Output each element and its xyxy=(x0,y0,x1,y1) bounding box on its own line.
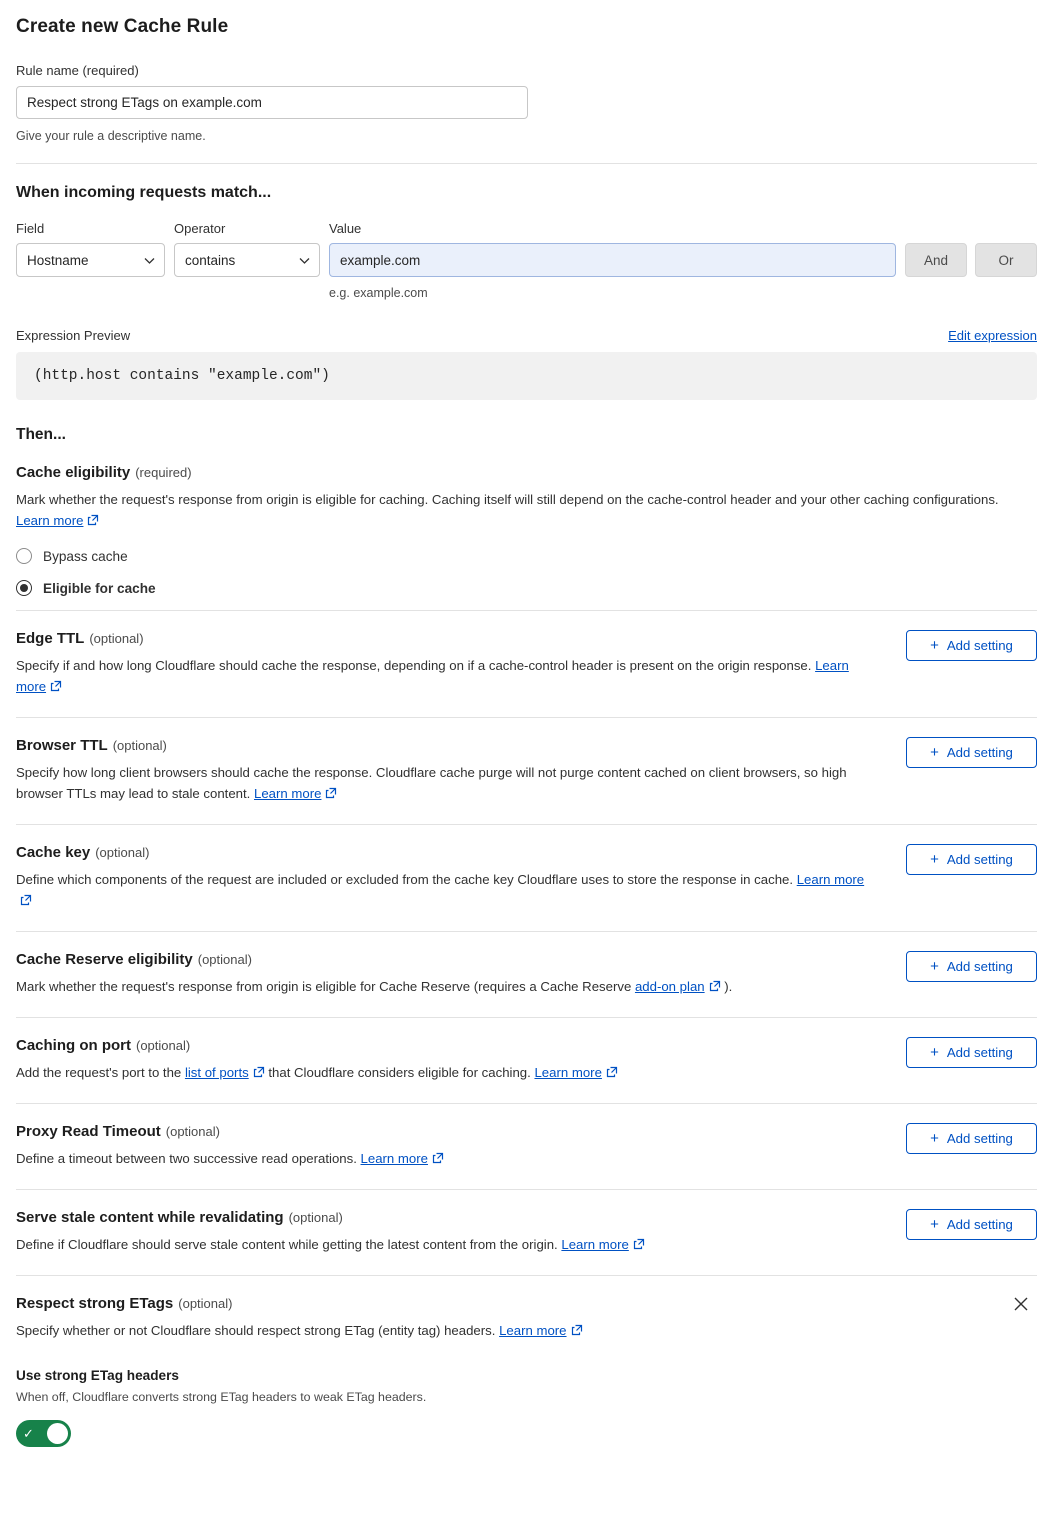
setting-optional-tag: (optional) xyxy=(288,1210,343,1225)
add-setting-label: Add setting xyxy=(946,1131,1013,1146)
setting-cache-reserve-eligibility xyxy=(16,931,1037,1017)
external-link-icon xyxy=(50,677,62,698)
match-row xyxy=(16,220,1037,300)
setting-description xyxy=(16,1148,877,1170)
toggle-knob xyxy=(47,1423,68,1444)
use-strong-etag-headers-toggle[interactable] xyxy=(16,1420,71,1447)
chevron-down-icon xyxy=(299,253,310,268)
external-link-icon xyxy=(20,891,32,912)
operator-select[interactable] xyxy=(174,243,320,277)
radio-icon-bypass[interactable] xyxy=(16,548,32,564)
setting-title xyxy=(16,1123,877,1140)
or-button[interactable]: Or xyxy=(975,243,1037,277)
add-setting-label: Add setting xyxy=(946,638,1013,653)
etags-description-text: Specify whether or not Cloudflare should respect strong ETag (entity tag) headers. xyxy=(16,1323,500,1338)
etags-title xyxy=(16,1295,1037,1312)
add-setting-button[interactable] xyxy=(906,1037,1037,1068)
external-link-icon xyxy=(253,1063,265,1084)
radio-label-bypass: Bypass cache xyxy=(43,548,128,564)
setting-description xyxy=(16,1062,877,1084)
learn-more-link[interactable]: Learn more xyxy=(499,1323,567,1338)
setting-description-text: Mark whether the request's response from origin is eligible for Cache Reserve (requires a Cache Reserve xyxy=(16,979,635,994)
field-column xyxy=(16,220,165,277)
add-setting-button[interactable] xyxy=(906,737,1037,768)
setting-optional-tag: (optional) xyxy=(136,1038,191,1053)
add-setting-label: Add setting xyxy=(946,852,1013,867)
add-setting-label: Add setting xyxy=(946,745,1013,760)
cache-eligibility-title xyxy=(16,464,1037,481)
add-setting-button[interactable] xyxy=(906,951,1037,982)
setting-optional-tag: (optional) xyxy=(197,952,252,967)
setting-description xyxy=(16,1234,877,1256)
operator-label: Operator xyxy=(174,221,226,236)
external-link-icon xyxy=(606,1063,618,1084)
setting-optional-tag: (optional) xyxy=(89,631,144,646)
setting-title-text: Cache key xyxy=(16,844,91,861)
learn-more-link[interactable]: Learn more xyxy=(796,872,865,887)
cache-eligibility-description-text: Mark whether the request's response from origin is eligible for caching. Caching itself will still depend on the cache-control header and your other caching configurations. xyxy=(16,492,999,507)
setting-description xyxy=(16,762,877,805)
plus-icon: + xyxy=(930,957,939,975)
value-column xyxy=(329,220,896,300)
logic-buttons xyxy=(905,220,1037,277)
cache-eligibility-learn-more-link[interactable]: Learn more xyxy=(16,513,84,528)
field-select-value: Hostname xyxy=(27,252,89,268)
cache-eligibility-required-tag: (required) xyxy=(135,465,192,480)
setting-cache-key xyxy=(16,824,1037,931)
setting-serve-stale-content xyxy=(16,1189,1037,1275)
plus-icon: + xyxy=(930,850,939,868)
cache-eligibility-section xyxy=(16,464,1037,596)
etags-toggle-title: Use strong ETag headers xyxy=(16,1368,179,1383)
learn-more-link[interactable]: Learn more xyxy=(16,658,849,694)
setting-title xyxy=(16,630,877,647)
edit-expression-link[interactable]: Edit expression xyxy=(948,328,1037,343)
learn-more-link[interactable]: Learn more xyxy=(253,786,322,801)
setting-title-text: Edge TTL xyxy=(16,630,85,647)
value-input[interactable] xyxy=(329,243,896,277)
setting-description-text: Define which components of the request are included or excluded from the cache key Cloudflare uses to store the response in cache. xyxy=(16,872,797,887)
operator-column xyxy=(174,220,320,277)
external-link-icon xyxy=(709,977,721,998)
setting-description-text: Define if Cloudflare should serve stale content while getting the latest content from the origin. xyxy=(16,1237,562,1252)
setting-title xyxy=(16,1037,877,1054)
etags-description xyxy=(16,1320,1026,1342)
then-title: Then... xyxy=(16,426,66,443)
external-link-icon xyxy=(633,1235,645,1256)
value-hint: e.g. example.com xyxy=(329,286,428,300)
expression-header xyxy=(16,328,1037,343)
rule-name-input[interactable] xyxy=(16,86,528,119)
learn-more-link[interactable]: Learn more xyxy=(561,1237,629,1252)
divider-top xyxy=(16,163,1037,164)
add-setting-button[interactable] xyxy=(906,630,1037,661)
field-select[interactable] xyxy=(16,243,165,277)
setting-edge-ttl xyxy=(16,610,1037,717)
rule-name-help: Give your rule a descriptive name. xyxy=(16,129,206,143)
setting-description xyxy=(16,655,877,698)
setting-description-text: Specify how long client browsers should cache the response. Cloudflare cache purge will not purge content cached on client browsers, so high browser TTLs may lead to stale content. xyxy=(16,765,847,801)
setting-description xyxy=(16,976,877,998)
add-setting-label: Add setting xyxy=(946,1045,1013,1060)
setting-description-text: Specify if and how long Cloudflare should cache the response, depending on if a cache-control header is present on the origin response. xyxy=(16,658,816,673)
radio-eligible-for-cache[interactable] xyxy=(16,580,1037,596)
external-link-icon xyxy=(87,511,99,532)
external-link-icon xyxy=(432,1149,444,1170)
setting-title xyxy=(16,1209,877,1226)
radio-bypass-cache[interactable] xyxy=(16,548,1037,564)
external-link-icon xyxy=(325,784,337,805)
setting-description-text: Add the request's port to the xyxy=(16,1065,185,1080)
page-title: Create new Cache Rule xyxy=(16,16,229,37)
etags-title-text: Respect strong ETags xyxy=(16,1295,174,1312)
and-button[interactable]: And xyxy=(905,243,967,277)
plus-icon: + xyxy=(930,1129,939,1147)
setting-respect-strong-etags xyxy=(16,1275,1037,1447)
radio-icon-eligible[interactable] xyxy=(16,580,32,596)
add-on-plan-link[interactable]: add-on plan xyxy=(634,979,705,994)
setting-description-suffix: ). xyxy=(720,979,733,994)
cache-eligibility-title-text: Cache eligibility xyxy=(16,464,131,481)
setting-title-text: Caching on port xyxy=(16,1037,131,1054)
operator-select-value: contains xyxy=(185,252,236,268)
setting-title-text: Proxy Read Timeout xyxy=(16,1123,161,1140)
setting-description xyxy=(16,869,877,912)
rule-name-group xyxy=(16,62,1037,145)
setting-title xyxy=(16,737,877,754)
expression-preview-label: Expression Preview xyxy=(16,328,131,343)
match-section-title: When incoming requests match... xyxy=(16,184,272,201)
setting-optional-tag: (optional) xyxy=(95,845,150,860)
close-icon[interactable] xyxy=(1011,1294,1033,1316)
setting-title-text: Browser TTL xyxy=(16,737,108,754)
plus-icon: + xyxy=(930,636,939,654)
plus-icon: + xyxy=(930,1043,939,1061)
chevron-down-icon xyxy=(144,253,155,268)
external-link-icon xyxy=(571,1321,583,1342)
setting-description-suffix: that Cloudflare considers eligible for caching. xyxy=(264,1065,535,1080)
list-of-ports-link[interactable]: list of ports xyxy=(184,1065,249,1080)
field-label: Field xyxy=(16,221,45,236)
add-setting-button[interactable] xyxy=(906,1123,1037,1154)
setting-description-text: Define a timeout between two successive read operations. xyxy=(16,1151,361,1166)
setting-title xyxy=(16,951,877,968)
check-icon: ✓ xyxy=(23,1426,34,1441)
setting-optional-tag: (optional) xyxy=(165,1124,220,1139)
add-setting-button[interactable] xyxy=(906,1209,1037,1240)
learn-more-link[interactable]: Learn more xyxy=(360,1151,428,1166)
learn-more-link[interactable]: Learn more xyxy=(534,1065,602,1080)
add-setting-label: Add setting xyxy=(946,1217,1013,1232)
setting-title-text: Serve stale content while revalidating xyxy=(16,1209,284,1226)
rule-name-label: Rule name (required) xyxy=(16,63,139,78)
cache-eligibility-description xyxy=(16,489,1026,532)
etags-optional-tag: (optional) xyxy=(178,1296,233,1311)
setting-title xyxy=(16,844,877,861)
value-label: Value xyxy=(329,221,362,236)
setting-optional-tag: (optional) xyxy=(112,738,167,753)
setting-proxy-read-timeout xyxy=(16,1103,1037,1189)
etags-toggle-description: When off, Cloudflare converts strong ETag headers to weak ETag headers. xyxy=(16,1390,427,1404)
add-setting-button[interactable] xyxy=(906,844,1037,875)
add-setting-label: Add setting xyxy=(946,959,1013,974)
setting-title-text: Cache Reserve eligibility xyxy=(16,951,193,968)
plus-icon: + xyxy=(930,1215,939,1233)
radio-label-eligible: Eligible for cache xyxy=(43,580,156,596)
setting-caching-on-port xyxy=(16,1017,1037,1103)
plus-icon: + xyxy=(930,743,939,761)
setting-browser-ttl xyxy=(16,717,1037,824)
expression-preview-text: (http.host contains "example.com") xyxy=(16,352,1037,400)
